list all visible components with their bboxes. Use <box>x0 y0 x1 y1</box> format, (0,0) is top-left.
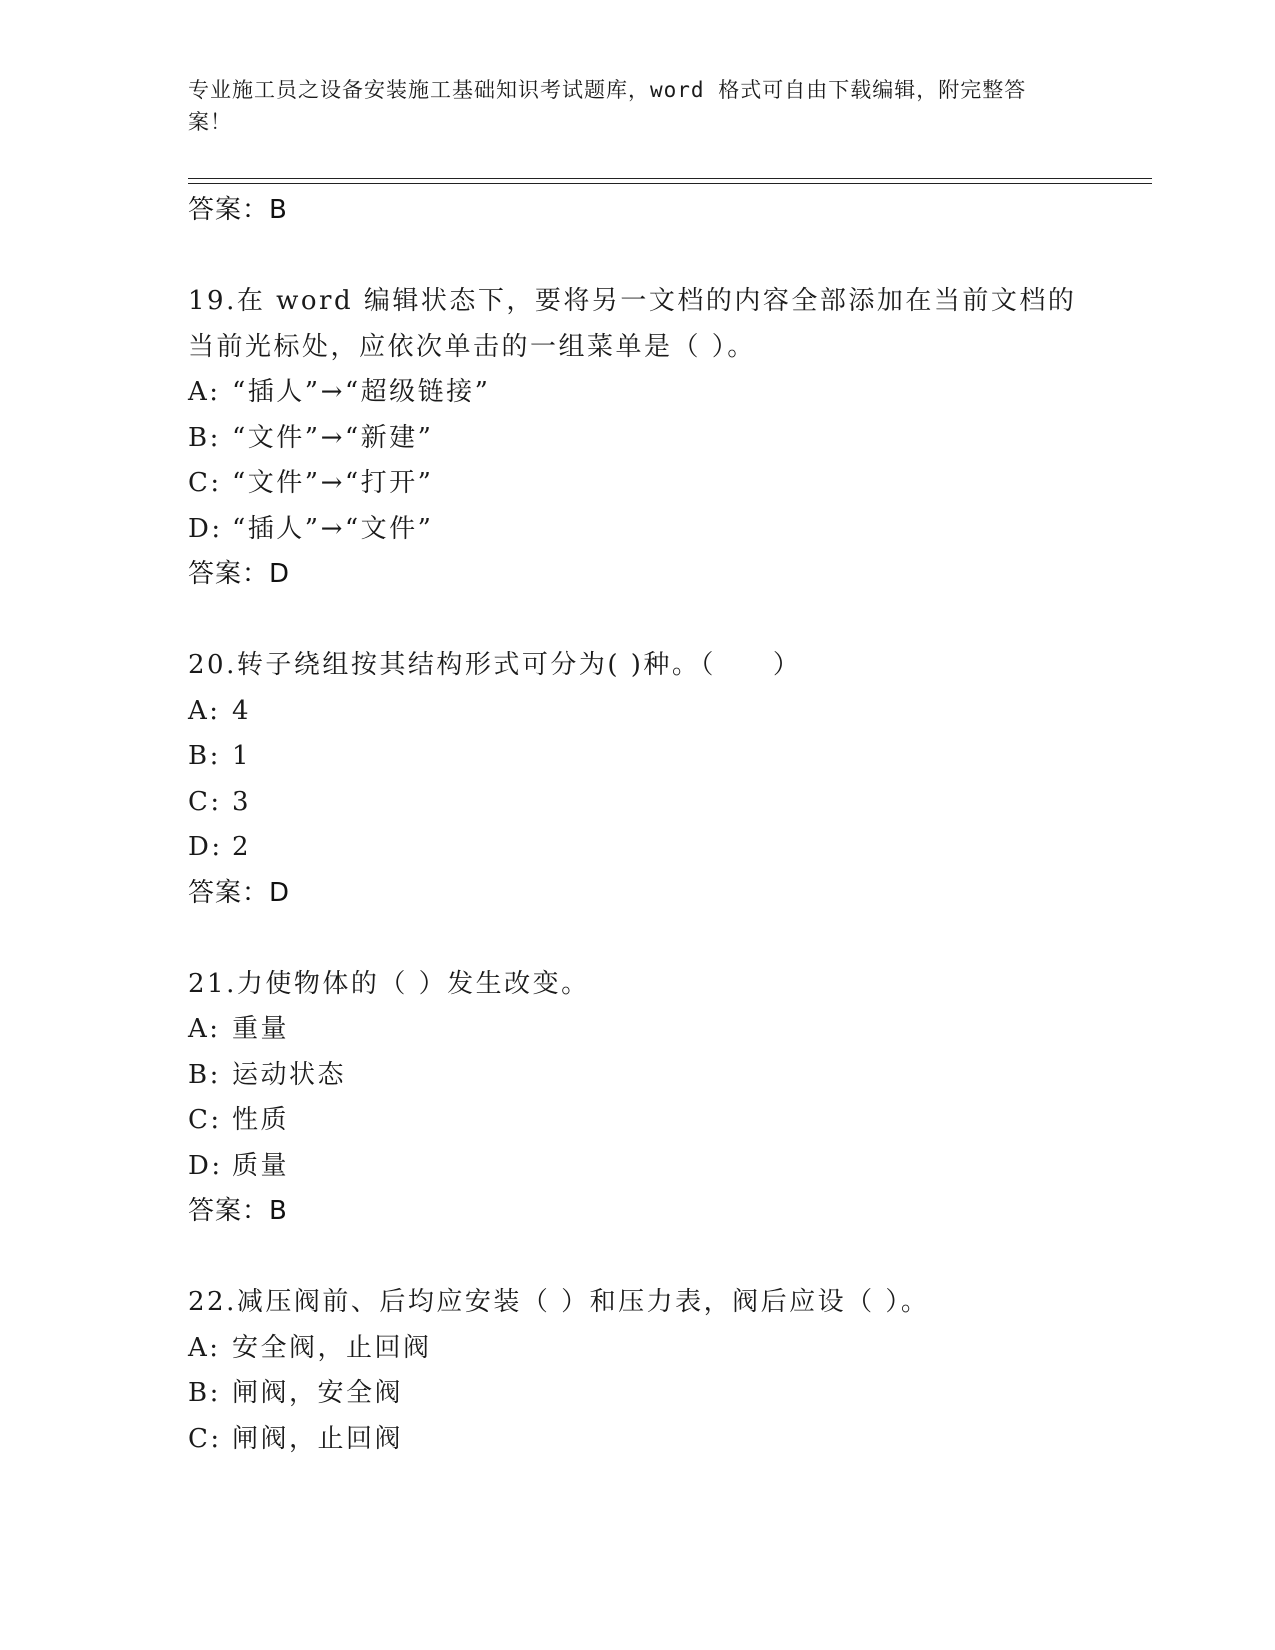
option-c <box>188 1417 1088 1463</box>
option-text: 1 <box>232 741 252 771</box>
option-text: 2 <box>232 832 252 862</box>
option-c <box>188 1098 1088 1144</box>
option-text: 性质 <box>232 1105 290 1135</box>
option-a <box>188 370 1088 416</box>
option-label: C: <box>188 1105 222 1135</box>
option-label: A: <box>188 1014 221 1044</box>
question-block <box>188 279 1088 598</box>
option-text: 4 <box>232 695 252 726</box>
option-label: A: <box>188 695 221 726</box>
option-text: 重量 <box>232 1014 290 1044</box>
option-d <box>188 507 1088 553</box>
question-block <box>188 643 1088 916</box>
answer-line: 答案：D <box>188 559 291 589</box>
option-text: 闸阀，安全阀 <box>232 1378 404 1408</box>
question-block <box>188 1280 1088 1462</box>
option-label: B: <box>188 1378 221 1408</box>
option-label: C: <box>188 1423 222 1454</box>
option-text: 质量 <box>232 1150 290 1181</box>
option-text: “插人”→“超级链接” <box>232 377 491 407</box>
option-label: D: <box>188 513 223 544</box>
option-text: 闸阀，止回阀 <box>232 1423 404 1454</box>
option-c <box>188 780 1088 826</box>
option-label: C: <box>188 786 222 817</box>
option-label: A: <box>188 377 221 407</box>
option-label: B: <box>188 741 221 771</box>
document-header: 专业施工员之设备安装施工基础知识考试题库，word 格式可自由下载编辑，附完整答案！ <box>188 78 1027 134</box>
option-text: 安全阀，止回阀 <box>232 1332 432 1363</box>
option-label: D: <box>188 832 223 862</box>
option-label: A: <box>188 1332 221 1363</box>
header-divider-top <box>188 178 1152 179</box>
question-stem: 22.减压阀前、后均应安装（ ）和压力表，阀后应设（ ）。 <box>188 1287 930 1317</box>
question-stem: 19.在 word 编辑状态下，要将另一文档的内容全部添加在当前文档的 <box>188 286 1077 316</box>
spacer <box>188 916 1088 962</box>
option-d <box>188 825 1088 871</box>
option-text: “文件”→“新建” <box>232 422 434 453</box>
question-content <box>188 188 1088 1462</box>
option-a <box>188 689 1088 735</box>
option-a <box>188 1326 1088 1372</box>
option-a <box>188 1007 1088 1053</box>
header-divider-bottom <box>188 183 1152 184</box>
option-label: B: <box>188 422 221 453</box>
option-text: 3 <box>232 786 252 817</box>
question-stem: 20.转子绕组按其结构形式可分为( )种。（ ） <box>188 650 802 680</box>
option-label: B: <box>188 1059 221 1090</box>
spacer <box>188 1235 1088 1281</box>
question-stem: 当前光标处，应依次单击的一组菜单是（ ）。 <box>188 331 756 362</box>
option-b <box>188 734 1088 780</box>
spacer <box>188 234 1088 280</box>
option-text: “插人”→“文件” <box>232 513 434 544</box>
option-b <box>188 1053 1088 1099</box>
question-stem: 21.力使物体的（ ）发生改变。 <box>188 968 590 999</box>
answer-line: 答案：B <box>188 1196 288 1226</box>
option-label: D: <box>188 1150 223 1181</box>
option-b <box>188 1371 1088 1417</box>
option-b <box>188 416 1088 462</box>
answer-line: 答案：D <box>188 877 291 908</box>
option-text: 运动状态 <box>232 1059 347 1090</box>
question-block <box>188 962 1088 1235</box>
option-text: “文件”→“打开” <box>232 468 434 498</box>
previous-answer: 答案：B <box>188 195 288 225</box>
option-label: C: <box>188 468 222 498</box>
option-d <box>188 1144 1088 1190</box>
option-c <box>188 461 1088 507</box>
spacer <box>188 598 1088 644</box>
